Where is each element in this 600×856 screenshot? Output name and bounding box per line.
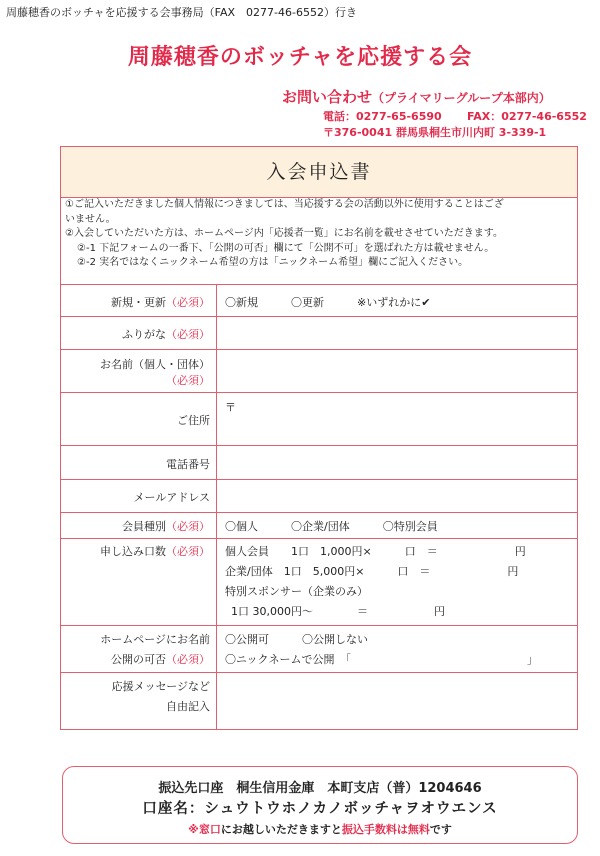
row-phone (61, 445, 577, 479)
units-corporate[interactable]: 企業/団体 1口 5,000円× 口 ＝ 円 (225, 565, 519, 578)
label-cell (61, 480, 217, 512)
postal-mark[interactable]: 〒 (225, 401, 236, 414)
label-registration-type: 新規・更新 (111, 296, 166, 309)
furigana-field[interactable] (221, 320, 569, 345)
publish-options[interactable]: 〇公開可 〇公開しない (225, 633, 368, 646)
row-member-type (61, 512, 577, 538)
label-publish-2: 公開の可否 (111, 653, 166, 666)
required-mark: （必須） (166, 520, 210, 533)
contact-title: お問い合わせ (282, 88, 373, 106)
contact-paren: （プライマリーグループ本部内） (372, 91, 551, 105)
required-mark: （必須） (166, 296, 210, 309)
row-publish (61, 625, 577, 672)
fax-destination-line: 周藤穂香のボッチャを応援する会事務局（FAX 0277-46-6552）行き (6, 6, 357, 19)
contact-address: 〒376-0041 群馬県桐生市川内町 3-339-1 (323, 126, 547, 139)
label-publish-1: ホームページにお名前 (100, 633, 210, 646)
contact-fax: FAX：0277-46-6552 (467, 110, 587, 123)
required-mark: （必須） (166, 374, 210, 387)
bank-account: 振込先口座 桐生信用金庫 本町支店（普）1204646 (158, 781, 482, 796)
fee-note-mark: ※ (188, 823, 199, 836)
row-units (61, 538, 577, 625)
units-sponsor-title: 特別スポンサー（企業のみ） (225, 585, 368, 598)
required-mark: （必須） (166, 328, 210, 341)
note-line: いません。 (65, 213, 116, 225)
note-line: ①ご記入いただきました個人情報につきましては、当応援する会の活動以外に使用することはござ (65, 199, 504, 210)
units-individual[interactable]: 個人会員 1口 1,000円× 口 ＝ 円 (225, 545, 526, 558)
application-form (60, 146, 578, 730)
contact-heading (282, 86, 551, 107)
units-sponsor[interactable]: 1口 30,000円～ ＝ 円 (231, 605, 445, 618)
label-units: 申し込み口数 (100, 545, 166, 558)
org-title: 周藤穂香のボッチャを応援する会 (127, 45, 473, 70)
email-field[interactable] (221, 483, 569, 508)
label-cell (61, 626, 217, 672)
label-email: メールアドレス (133, 491, 210, 504)
contact-tel: 電話：0277-65-6590 (323, 110, 442, 123)
label-message-1: 応援メッセージなど (111, 680, 210, 693)
fee-note-end: です (429, 823, 452, 836)
required-mark: （必須） (166, 545, 210, 558)
fee-note (63, 821, 577, 837)
label-address: ご住所 (177, 414, 210, 427)
message-field[interactable] (221, 676, 569, 726)
label-cell (61, 317, 217, 349)
note-line: ②-2 実名ではなくニックネーム希望の方は「ニックネーム希望」欄にご記入ください。 (77, 257, 469, 268)
label-cell (61, 446, 217, 479)
note-line: ②-1 下記フォームの一番下、「公開の可否」欄にて「公開不可」を選ばれた方は載せません。 (77, 242, 495, 254)
row-registration-type (61, 284, 577, 316)
row-email (61, 479, 577, 512)
row-message (61, 672, 577, 730)
label-phone: 電話番号 (166, 458, 210, 471)
row-name (61, 349, 577, 392)
fee-note-free: 振込手数料は無料 (341, 823, 430, 836)
form-notes (65, 198, 573, 271)
member-type-options[interactable]: 〇個人 〇企業/団体 〇特別会員 (225, 520, 438, 533)
account-name: 口座名：シュウトウホノカノボッチャヲオウエンス (142, 801, 498, 817)
label-furigana: ふりがな (122, 328, 166, 341)
name-field[interactable] (221, 353, 569, 388)
row-furigana (61, 316, 577, 349)
bank-info-box (62, 766, 578, 844)
registration-type-options[interactable]: 〇新規 〇更新 ※いずれかに✔ (225, 296, 431, 309)
label-cell (61, 393, 217, 445)
form-title: 入会申込書 (61, 147, 577, 198)
row-address (61, 392, 577, 445)
label-cell (61, 539, 217, 625)
note-line: ②入会していただいた方は、ホームページ内「応援者一覧」にお名前を載せさせていただきます。 (65, 228, 503, 239)
label-cell (61, 513, 217, 538)
publish-nickname[interactable]: 〇ニックネームで公開 「 」 (225, 653, 538, 666)
fee-note-text: にお越しいただきますと (220, 823, 342, 836)
fee-note-window: 窓口 (198, 823, 221, 836)
label-cell (61, 350, 217, 392)
label-cell (61, 673, 217, 730)
phone-field[interactable] (221, 449, 569, 475)
label-cell (61, 285, 217, 316)
label-message-2: 自由記入 (166, 700, 210, 713)
required-mark: （必須） (166, 653, 210, 666)
label-name: お名前（個人・団体） (100, 358, 210, 371)
label-member-type: 会員種別 (122, 520, 166, 533)
